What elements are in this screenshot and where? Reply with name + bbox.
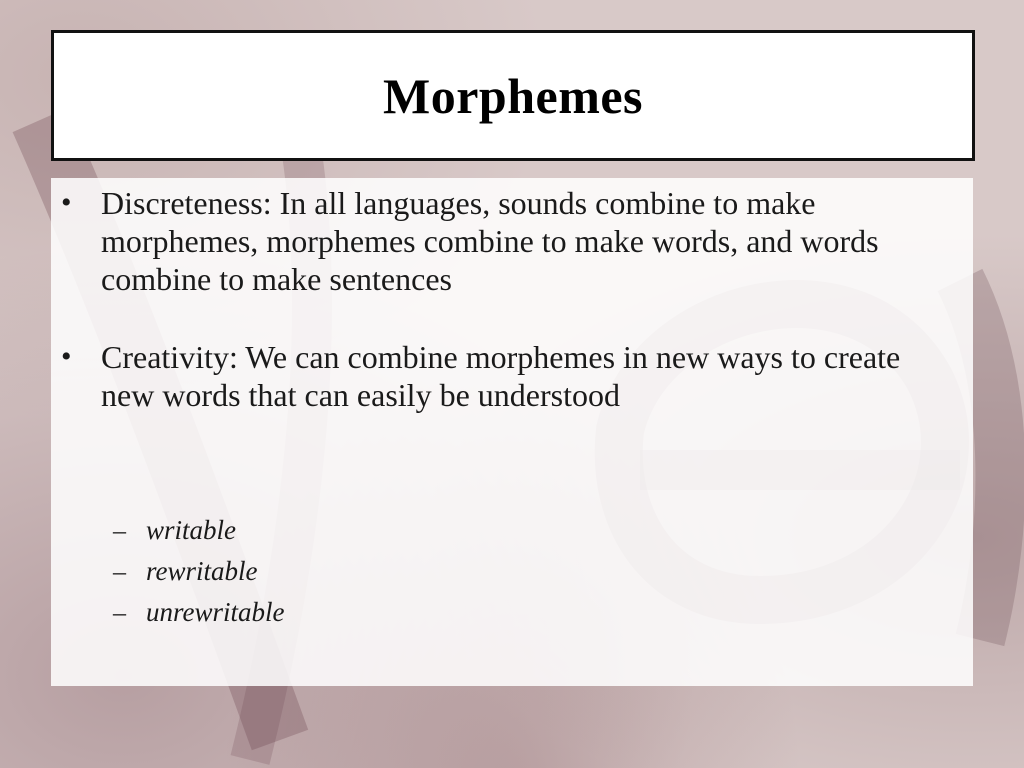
sub-marker: – — [113, 557, 126, 586]
example-item — [51, 510, 973, 551]
content-box — [51, 178, 973, 686]
bullet-list — [51, 178, 973, 414]
example-list — [51, 510, 973, 633]
bullet-marker: • — [61, 340, 72, 373]
example-item — [51, 551, 973, 592]
bullet-text: Discreteness: In all languages, sounds combine to make morphemes, morphemes combine to make words, and words combine to make sentences — [101, 185, 879, 297]
bullet-item-creativity — [51, 338, 973, 414]
example-item — [51, 592, 973, 633]
example-word: rewritable — [146, 556, 258, 586]
example-word: unrewritable — [146, 597, 285, 627]
sub-marker: – — [113, 598, 126, 627]
example-word: writable — [146, 515, 237, 545]
bullet-item-discreteness — [51, 184, 973, 298]
sub-marker: – — [113, 516, 126, 545]
bullet-marker: • — [61, 186, 72, 219]
slide-title: Morphemes — [383, 67, 643, 124]
bullet-text: Creativity: We can combine morphemes in new ways to create new words that can easily be understood — [101, 339, 901, 413]
title-box — [51, 30, 975, 161]
